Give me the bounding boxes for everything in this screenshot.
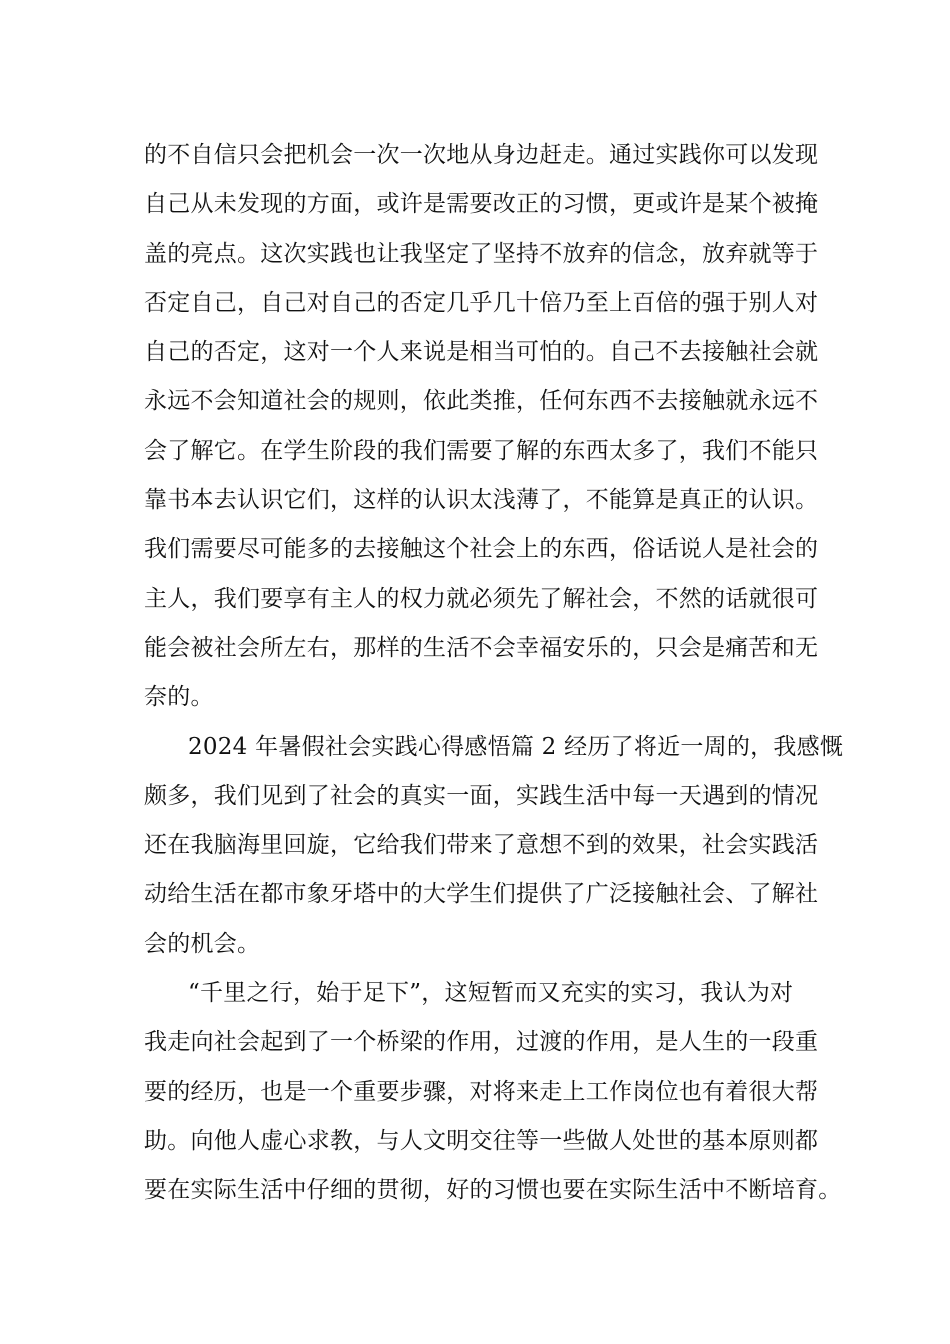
text-line: “千里之行，始于足下”，这短暂而又充实的实习，我认为对 — [188, 980, 794, 1007]
text-line: 要的经历，也是一个重要步骤，对将来走上工作岗位也有着很大帮 — [144, 1078, 819, 1105]
text-line: 颇多，我们见到了社会的真实一面，实践生活中每一天遇到的情况 — [144, 782, 819, 809]
text-line: 自己的否定，这对一个人来说是相当可怕的。自己不去接触社会就 — [144, 339, 819, 366]
text-line: 永远不会知道社会的规则，依此类推，任何东西不去接触就永远不 — [144, 388, 819, 415]
text-line: 会的机会。 — [144, 930, 261, 957]
body-text — [144, 131, 844, 1216]
text-line: 能会被社会所左右，那样的生活不会幸福安乐的，只会是痛苦和无 — [144, 634, 819, 661]
text-line: 我们需要尽可能多的去接触这个社会上的东西，俗话说人是社会的 — [144, 536, 819, 563]
paragraph-2 — [144, 723, 844, 969]
paragraph-3 — [144, 969, 842, 1215]
text-line: 主人，我们要享有主人的权力就必须先了解社会，不然的话就很可 — [144, 585, 819, 612]
text-line: 盖的亮点。这次实践也让我坚定了坚持不放弃的信念，放弃就等于 — [144, 240, 819, 267]
text-line: 否定自己，自己对自己的否定几乎几十倍乃至上百倍的强于别人对 — [144, 289, 819, 316]
text-line: 我走向社会起到了一个桥梁的作用，过渡的作用，是人生的一段重 — [144, 1029, 819, 1056]
text-line: 会了解它。在学生阶段的我们需要了解的东西太多了，我们不能只 — [144, 437, 819, 464]
text-line: 自己从未发现的方面，或许是需要改正的习惯，更或许是某个被掩 — [144, 191, 819, 218]
text-line: 要在实际生活中仔细的贯彻，好的习惯也要在实际生活中不断培育。 — [144, 1177, 842, 1204]
text-line: 2024 年暑假社会实践心得感悟篇 2 经历了将近一周的，我感慨 — [188, 733, 844, 760]
paragraph-1 — [144, 131, 824, 723]
text-line: 奈的。 — [144, 684, 214, 711]
text-line: 靠书本去认识它们，这样的认识太浅薄了，不能算是真正的认识。 — [144, 487, 819, 514]
text-line: 还在我脑海里回旋，它给我们带来了意想不到的效果，社会实践活 — [144, 832, 819, 859]
text-line: 助。向他人虚心求教，与人文明交往等一些做人处世的基本原则都 — [144, 1127, 819, 1154]
text-line: 的不自信只会把机会一次一次地从身边赶走。通过实践你可以发现 — [144, 142, 819, 168]
text-line: 动给生活在都市象牙塔中的大学生们提供了广泛接触社会、了解社 — [144, 881, 819, 908]
